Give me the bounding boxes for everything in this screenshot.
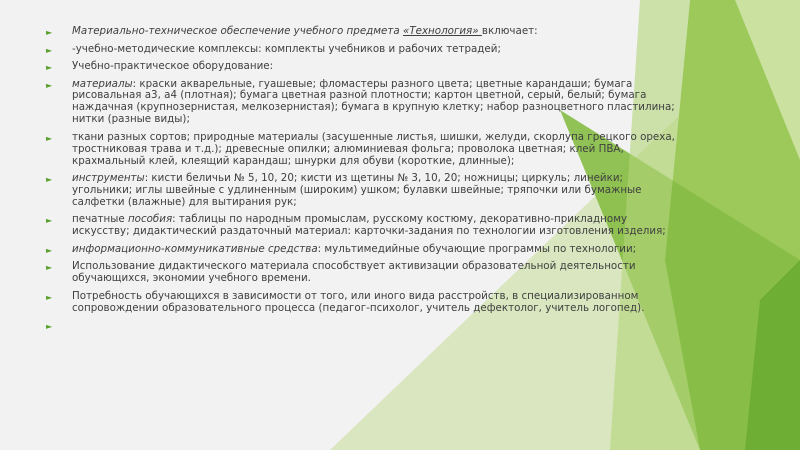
bullet-arrow-icon: ► <box>46 80 53 90</box>
item-italic-text: материалы <box>72 77 133 90</box>
item-text: : мультимедийные обучающие программы по технологии; <box>317 242 637 255</box>
item-underlined-text: «Технология» <box>402 25 482 37</box>
bullet-arrow-icon: ► <box>46 216 53 226</box>
bullet-item <box>46 244 686 256</box>
bullet-item <box>46 261 686 285</box>
bullet-item <box>46 214 686 238</box>
bullet-arrow-icon: ► <box>46 322 53 332</box>
item-text: ткани разных сортов; природные материалы (засушенные листья, шишки, желуди, скорлупа грецкого ореха, тростниковая трава и т.д.); древесные опилки; алюминиевая фольга; проволока цветная; клей ПВА, крахмальный клей, клеящий карандаш; шнурки для обуви (короткие, длинные); <box>72 130 675 167</box>
bullet-arrow-icon: ► <box>46 245 53 255</box>
bullet-arrow-icon: ► <box>46 175 53 185</box>
item-text: Использование дидактического материала способствует активизации образовательной деятельности обучающихся, экономии учебного времени. <box>72 260 636 285</box>
item-text: : кисти беличьи № 5, 10, 20; кисти из щетины № 3, 10, 20; ножницы; циркуль; линейки; угольники; иглы швейные с удлиненным (широким) ушком; булавки швейные; тряпочки или бумажные салфетки (влажные) для вытирания рук; <box>72 172 642 208</box>
bullet-item <box>46 26 686 38</box>
item-text: : таблицы по народным промыслам, русскому костюму, декоративно-прикладному искусству; дидактический раздаточный материал: карточки-задания по технологии изготовления изделия; <box>72 213 666 238</box>
item-text: -учебно-методические комплексы: комплекты учебников и рабочих тетрадей; <box>72 42 501 55</box>
slide-content <box>46 25 686 332</box>
bullet-item <box>46 291 686 315</box>
item-text: Учебно-практическое оборудование: <box>72 60 274 72</box>
bullet-arrow-icon: ► <box>46 63 53 72</box>
item-text: включает: <box>481 25 538 37</box>
item-text: печатные <box>72 213 128 226</box>
item-italic-text: пособия <box>127 213 173 226</box>
bullet-arrow-icon: ► <box>46 45 53 55</box>
item-italic-text: информационно-коммуникативные средства <box>72 242 318 255</box>
item-text: : краски акварельные, гуашевые; фломастеры разного цвета; цветные карандаши; бумага рисовальная а3, а4 (плотная); бумага цветная разной плотности; картон цветной, серый, белый; бумага наждачная (крупнозернистая, мелкозернистая); бумага в крупную клетку; набор разноцветного пластилина; нитки (разные виды); <box>72 77 675 126</box>
bullet-item <box>46 44 686 56</box>
bullet-item <box>46 79 686 127</box>
bullet-arrow-icon: ► <box>46 28 53 37</box>
bullet-arrow-icon: ► <box>46 263 53 273</box>
bullet-arrow-icon: ► <box>46 133 53 143</box>
bullet-item <box>46 173 686 209</box>
bullet-item <box>46 61 686 73</box>
item-italic-text: инструменты <box>72 172 145 185</box>
bullet-arrow-icon: ► <box>46 292 53 302</box>
item-text: Потребность обучающихся в зависимости от того, или иного вида расстройств, в специализированном сопровождении образовательного процесса (педагог-психолог, учитель дефектолог, учитель логопед). <box>72 289 645 314</box>
item-italic-text: Материально-техническое обеспечение учебного предмета <box>72 25 403 37</box>
bullet-item <box>46 132 686 168</box>
